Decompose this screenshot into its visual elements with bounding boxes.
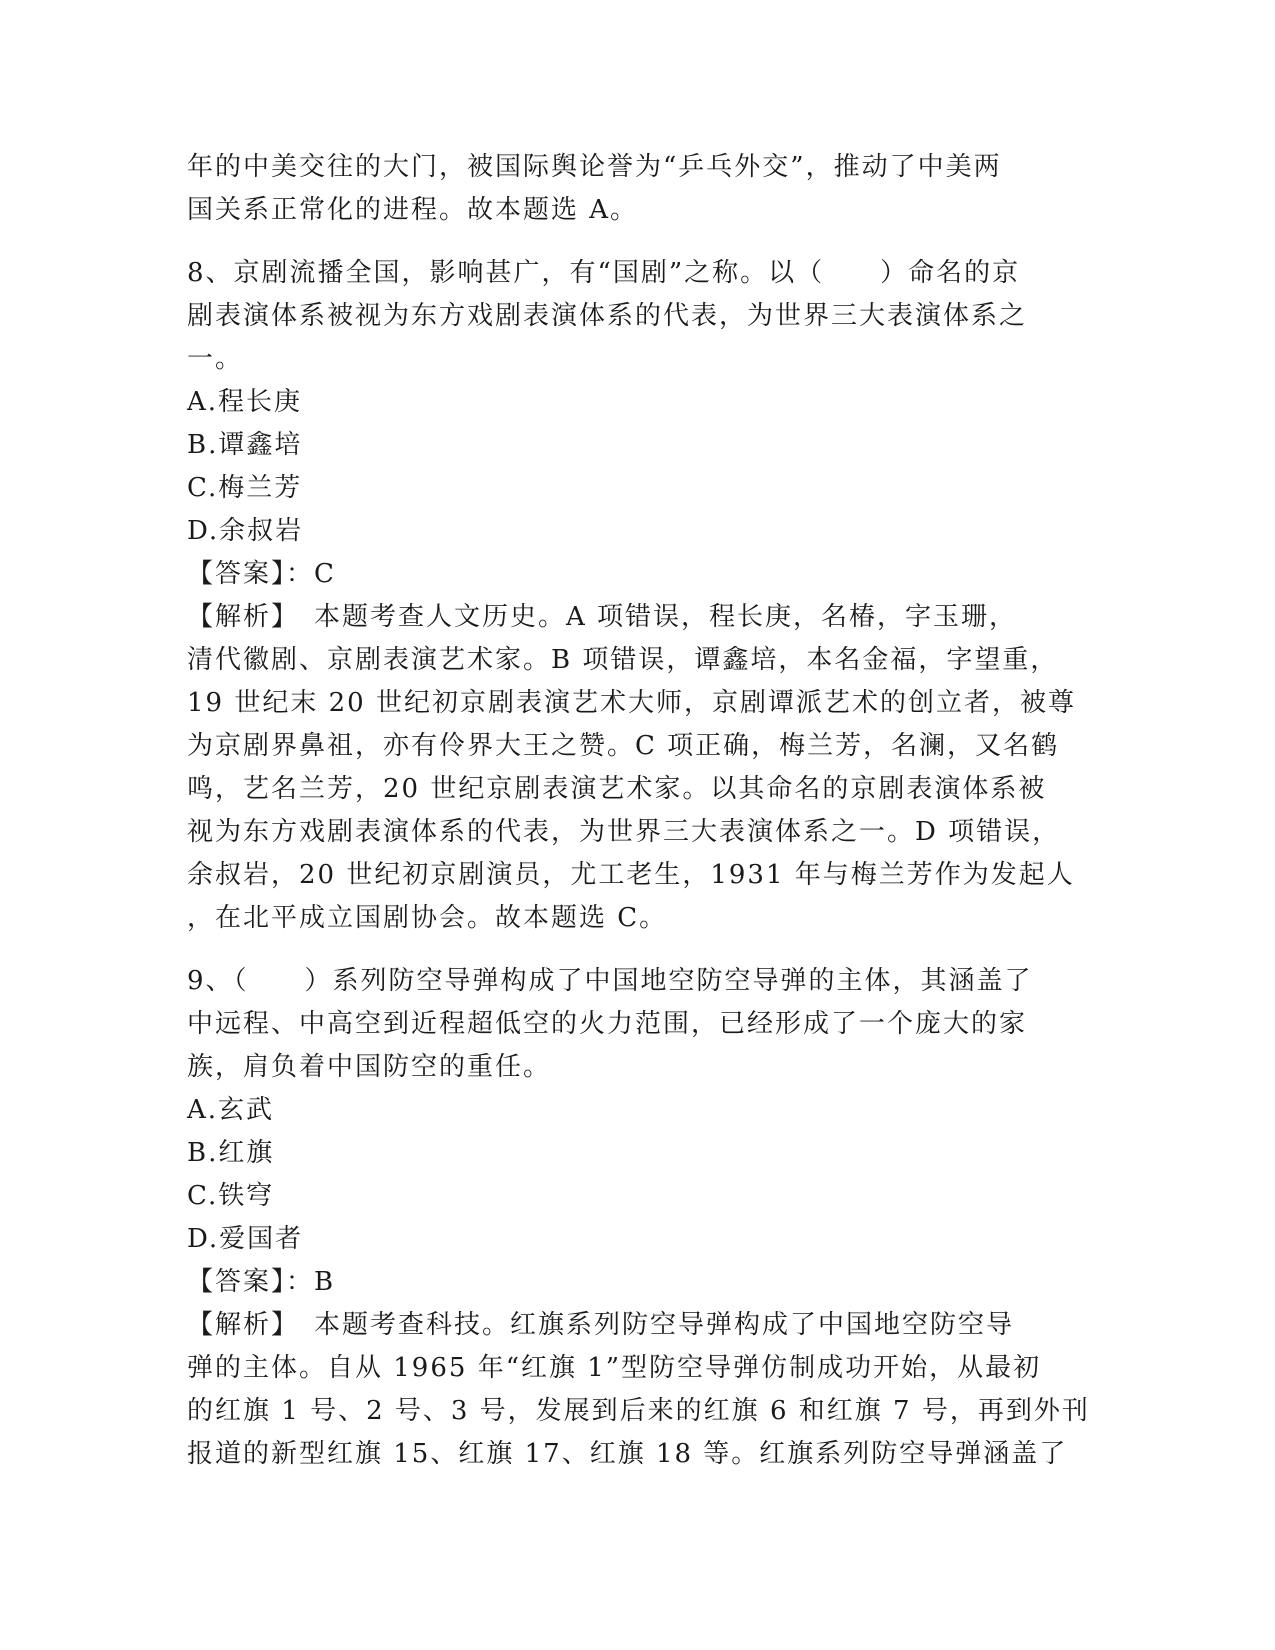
option-a: A.程长庚 [187,387,303,417]
analysis-line: 【解析】 本题考查科技。红旗系列防空导弹构成了中国地空防空导 [187,1310,1015,1340]
answer-line: 【答案】：B [187,1267,336,1297]
answer-line: 【答案】：C [187,559,336,589]
option-b: B.谭鑫培 [187,430,303,460]
analysis-line: 报道的新型红旗 15、红旗 17、红旗 18 等。红旗系列防空导弹涵盖了 [187,1439,1068,1469]
text-line: 国关系正常化的进程。故本题选 A。 [187,195,639,225]
question-stem-line: 剧表演体系被视为东方戏剧表演体系的代表，为世界三大表演体系之 [187,301,1028,331]
analysis-line: 视为东方戏剧表演体系的代表，为世界三大表演体系之一。D 项错误， [187,817,1061,847]
analysis-line: 19 世纪末 20 世纪初京剧表演艺术大师，京剧谭派艺术的创立者，被尊 [187,688,1076,718]
option-c: C.铁穹 [187,1181,275,1211]
analysis-line: 清代徽剧、京剧表演艺术家。B 项错误，谭鑫培，本名金福，字望重， [187,645,1059,675]
option-a: A.玄武 [187,1095,275,1125]
option-d: D.余叔岩 [187,516,304,546]
analysis-line: 鸣，艺名兰芳，20 世纪京剧表演艺术家。以其命名的京剧表演体系被 [187,774,1047,804]
option-c: C.梅兰芳 [187,473,303,503]
analysis-line: 余叔岩，20 世纪初京剧演员，尤工老生，1931 年与梅兰芳作为发起人 [187,860,1075,890]
text-line: 年的中美交往的大门，被国际舆论誉为“乒乓外交”，推动了中美两 [187,152,1002,182]
question-stem-line: 9、（ ）系列防空导弹构成了中国地空防空导弹的主体，其涵盖了 [187,966,1033,996]
option-b: B.红旗 [187,1138,275,1168]
analysis-line: 的红旗 1 号、2 号、3 号，发展到后来的红旗 6 和红旗 7 号，再到外刊 [187,1396,1090,1426]
analysis-line: ，在北平成立国剧协会。故本题选 C。 [187,903,668,933]
question-8 [187,251,1087,939]
option-d: D.爱国者 [187,1224,304,1254]
question-stem-line: 8、京剧流播全国，影响甚广，有“国剧”之称。以（ ）命名的京 [187,258,1021,288]
analysis-line: 【解析】 本题考查人文历史。A 项错误，程长庚，名椿，字玉珊， [187,602,1018,632]
analysis-line: 弹的主体。自从 1965 年“红旗 1”型防空导弹仿制成功开始，从最初 [187,1353,1042,1383]
question-9 [187,959,1090,1475]
question-stem-line: 一。 [187,344,244,374]
question-stem-line: 中远程、中高空到近程超低空的火力范围，已经形成了一个庞大的家 [187,1009,1028,1039]
previous-explanation-tail [187,145,1087,231]
analysis-line: 为京剧界鼻祖，亦有伶界大王之赞。C 项正确，梅兰芳，名澜，又名鹤 [187,731,1060,761]
question-stem-line: 族，肩负着中国防空的重任。 [187,1052,552,1082]
document-body [187,145,1090,1475]
